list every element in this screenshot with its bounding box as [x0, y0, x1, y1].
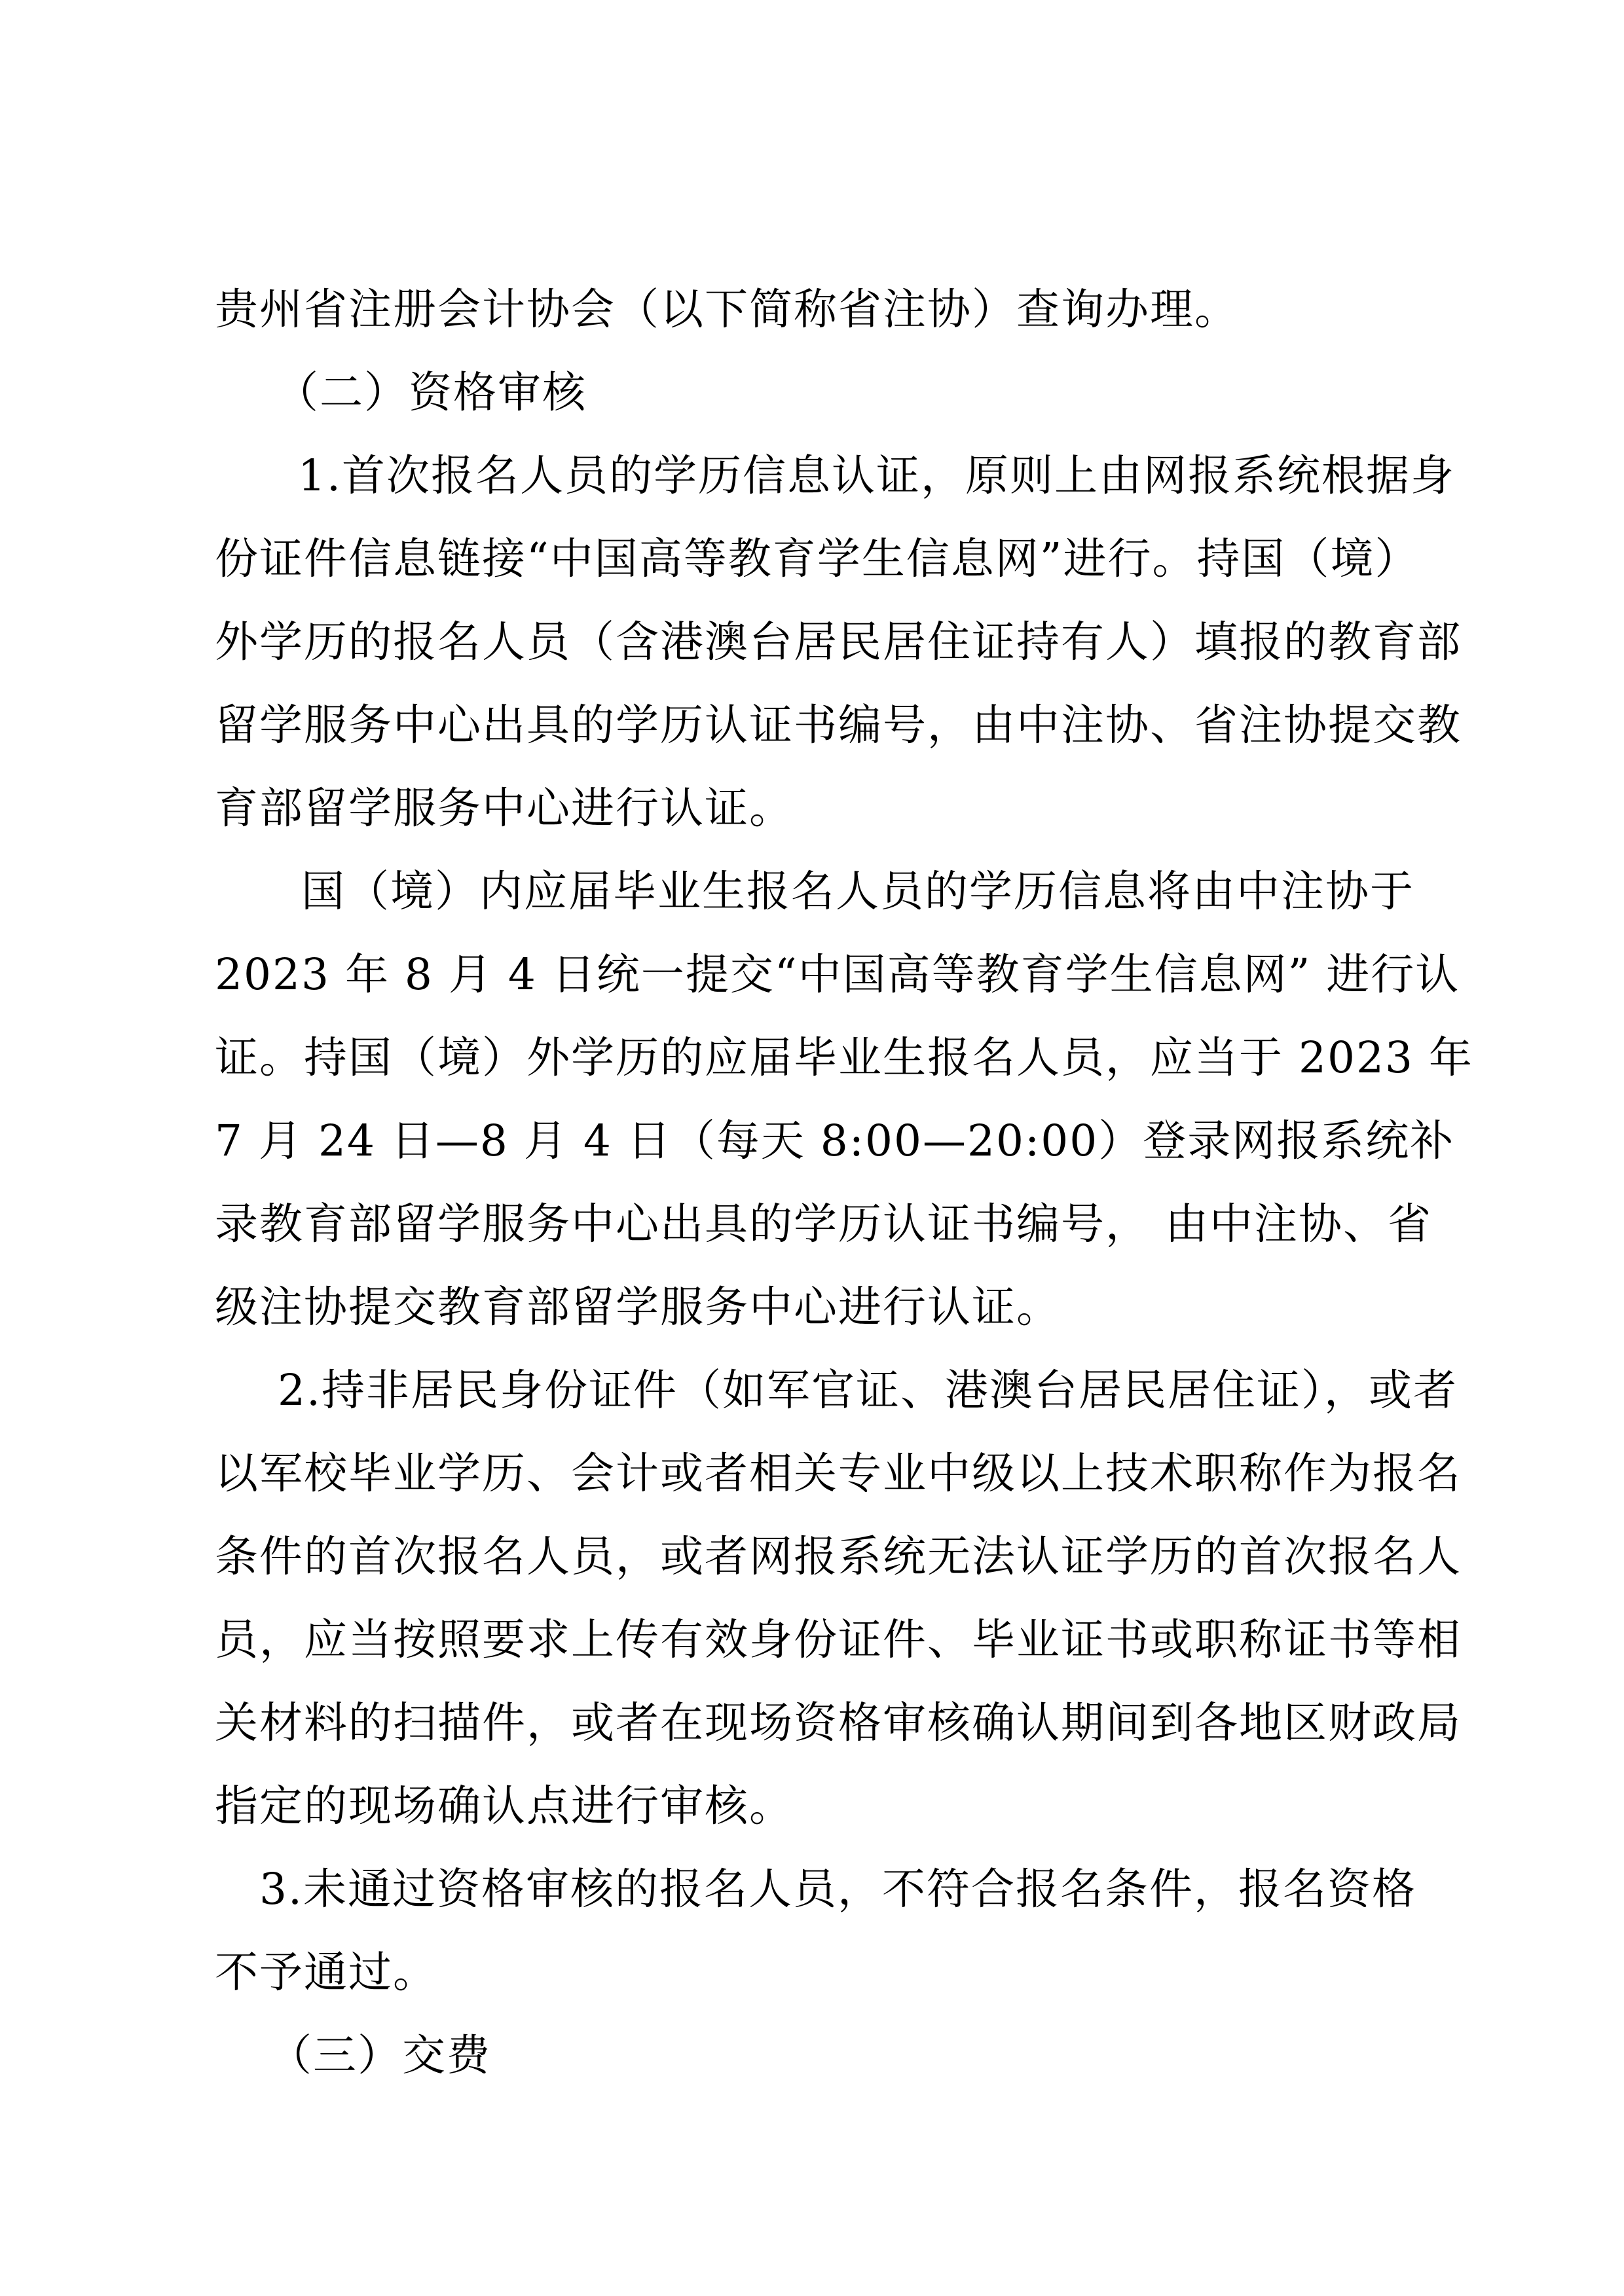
paragraph-line-6: 留学服务中心出具的学历认证书编号，由中注协、省注协提交教: [215, 700, 1462, 750]
paragraph-line-3: 1.首次报名人员的学历信息认证，原则上由网报系统根据身: [298, 450, 1455, 501]
paragraph-line-14: 2.持非居民身份证件（如军官证、港澳台居民居住证），或者: [278, 1365, 1458, 1415]
paragraph-line-21: 不予通过。: [215, 1947, 437, 1997]
paragraph-line-8: 国（境）内应届毕业生报名人员的学历信息将由中注协于: [301, 866, 1414, 917]
paragraph-line-18: 关材料的扫描件，或者在现场资格审核确认期间到各地区财政局: [215, 1698, 1462, 1748]
paragraph-line-20: 3.未通过资格审核的报名人员，不符合报名条件，报名资格: [259, 1864, 1416, 1914]
section-heading-payment: （三）交费: [268, 2030, 491, 2081]
paragraph-line-11: 7 月 24 日—8 月 4 日（每天 8:00—20:00）登录网报系统补: [215, 1116, 1455, 1166]
paragraph-line-12: 录教育部留学服务中心出具的学历认证书编号， 由中注协、省: [215, 1199, 1432, 1249]
paragraph-line-15: 以军校毕业学历、会计或者相关专业中级以上技术职称作为报名: [215, 1448, 1462, 1499]
paragraph-line-9: 2023 年 8 月 4 日统一提交“中国高等教育学生信息网” 进行认: [215, 949, 1460, 1000]
paragraph-line-1: 贵州省注册会计协会（以下简称省注协）查询办理。: [215, 284, 1239, 335]
paragraph-line-17: 员，应当按照要求上传有效身份证件、毕业证书或职称证书等相: [215, 1614, 1462, 1665]
paragraph-line-16: 条件的首次报名人员，或者网报系统无法认证学历的首次报名人: [215, 1531, 1462, 1582]
paragraph-line-5: 外学历的报名人员（含港澳台居民居住证持有人）填报的教育部: [215, 617, 1462, 667]
paragraph-line-10: 证。持国（境）外学历的应届毕业生报名人员，应当于 2023 年: [215, 1032, 1473, 1083]
paragraph-line-4: 份证件信息链接“中国高等教育学生信息网”进行。持国（境）: [215, 534, 1420, 584]
paragraph-line-13: 级注协提交教育部留学服务中心进行认证。: [215, 1282, 1061, 1332]
paragraph-line-19: 指定的现场确认点进行审核。: [215, 1781, 794, 1831]
section-heading-qualification-review: （二）资格审核: [275, 367, 587, 418]
paragraph-line-7: 育部留学服务中心进行认证。: [215, 783, 794, 833]
